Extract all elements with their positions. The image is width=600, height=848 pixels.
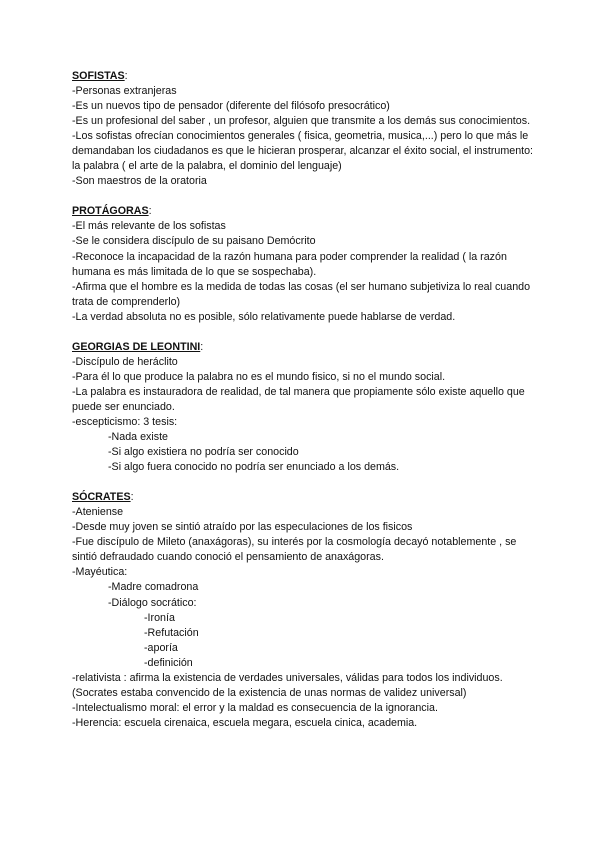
sub-list-item: -Ironía	[144, 611, 175, 624]
sub-list-item: -aporía	[144, 641, 178, 654]
list-item: -Fue discípulo de Mileto (anaxágoras), su interés por la cosmología decayó notablemente , se sintió defraudado cuando conoció el pensamiento de anaxágoras.	[72, 536, 517, 564]
list-item: -Es un nuevos tipo de pensador (diferente del filósofo presocrático)	[72, 100, 390, 113]
section	[72, 69, 542, 189]
document-page	[72, 69, 542, 746]
list-item: -Mayéutica:	[72, 566, 128, 579]
section-title: SOFISTAS	[72, 70, 125, 82]
list-item: -Afirma que el hombre es la medida de todas las cosas (el ser humano subjetiviza lo real cuando trata de comprenderlo)	[72, 280, 531, 308]
list-item: -El más relevante de los sofistas	[72, 220, 226, 233]
list-item: -Es un profesional del saber , un profesor, alguien que transmite a los demás sus conocimientos.	[72, 115, 531, 128]
list-item: -Para él lo que produce la palabra no es el mundo fisico, si no el mundo social.	[72, 370, 446, 383]
section-heading	[72, 490, 542, 505]
list-item: -Herencia: escuela cirenaica, escuela megara, escuela cinica, academia.	[72, 716, 418, 729]
sub-list-item: -definición	[144, 656, 193, 669]
sub-list-item: -Diálogo socrático:	[108, 596, 197, 609]
list-item: -La verdad absoluta no es posible, sólo relativamente puede hablarse de verdad.	[72, 310, 456, 323]
heading-colon: :	[148, 205, 152, 218]
list-item: -Discípulo de heráclito	[72, 355, 178, 368]
list-item: -Desde muy joven se sintió atraído por las especulaciones de los fisicos	[72, 521, 413, 534]
sub-list-item: -Nada existe	[108, 431, 168, 444]
list-item: -Personas extranjeras	[72, 85, 177, 98]
list-item: -Los sofistas ofrecían conocimientos generales ( fisica, geometria, musica,...) pero lo que más le demandaban los ciudadanos es que le hicieran prosperar, alcanzar el éxito social, el instrumento: la palabra ( el arte de la palabra, el dominio del lenguaje)	[72, 130, 534, 173]
section	[72, 490, 542, 731]
section-title: SÓCRATES	[72, 491, 131, 504]
section-heading	[72, 340, 542, 355]
sub-list-item: -Refutación	[144, 626, 199, 639]
heading-colon: :	[124, 70, 128, 82]
list-item: -La palabra es instauradora de realidad, de tal manera que propiamente sólo existe aquello que puede ser enunciado.	[72, 385, 525, 413]
sub-list-item: -Si algo existiera no podría ser conocido	[108, 446, 299, 459]
section	[72, 204, 542, 324]
heading-colon: :	[130, 491, 134, 504]
section-title: PROTÁGORAS	[72, 205, 149, 218]
section	[72, 340, 542, 475]
section-title: GEORGIAS DE LEONTINI	[72, 340, 201, 353]
sub-list-item: -Madre comadrona	[108, 581, 199, 594]
section-heading	[72, 204, 542, 219]
list-item: -escepticismo: 3 tesis:	[72, 415, 178, 428]
section-heading	[72, 69, 542, 84]
list-item: -Se le considera discípulo de su paisano Demócrito	[72, 235, 316, 248]
sub-list-item: -Si algo fuera conocido no podría ser enunciado a los demás.	[108, 461, 400, 474]
list-item: -Intelectualismo moral: el error y la maldad es consecuencia de la ignorancia.	[72, 701, 438, 714]
list-item: -Reconoce la incapacidad de la razón humana para poder comprender la realidad ( la razón humana es más limitada de lo que se sospechaba).	[72, 250, 507, 278]
heading-colon: :	[200, 340, 204, 353]
list-item: -Ateniense	[72, 506, 124, 519]
list-item: -Son maestros de la oratoria	[72, 175, 207, 188]
list-item: -relativista : afirma la existencia de verdades universales, válidas para todos los individuos. (Socrates estaba convencido de la existencia de unas normas de validez universal)	[72, 671, 503, 699]
